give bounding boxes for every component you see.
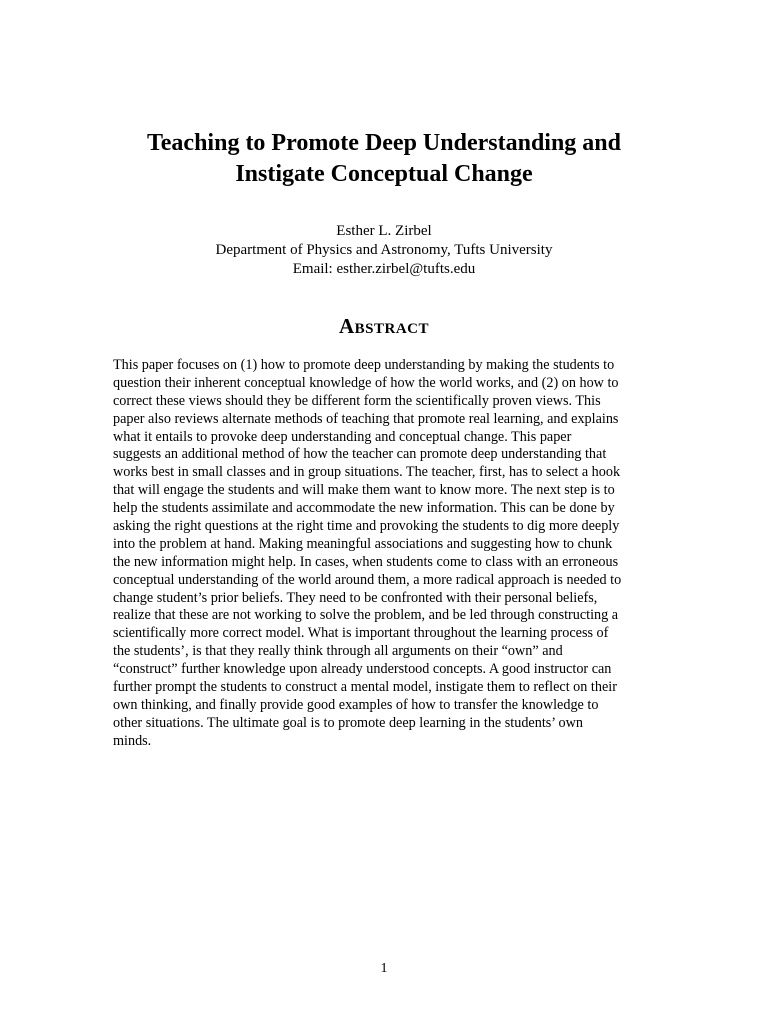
email-label: Email: bbox=[292, 261, 333, 277]
abstract-line: the new information might help. In cases, when students come to class with an erroneous bbox=[113, 553, 619, 570]
title-line: Teaching to Promote Deep Understanding and bbox=[146, 130, 622, 156]
abstract-line: question their inherent conceptual knowledge of how the world works, and (2) on how to bbox=[113, 374, 619, 391]
abstract-line: what it entails to provoke deep understanding and conceptual change. This paper bbox=[113, 428, 572, 445]
author-affiliation: Department of Physics and Astronomy, Tufts University bbox=[215, 242, 553, 258]
abstract-line: suggests an additional method of how the teacher can promote deep understanding that bbox=[113, 446, 607, 463]
abstract-line: conceptual understanding of the world around them, a more radical approach is needed to bbox=[113, 571, 622, 588]
abstract-line: the students’, is that they really think through all arguments on their “own” and bbox=[113, 643, 563, 660]
abstract-line: paper also reviews alternate methods of teaching that promote real learning, and explains bbox=[113, 410, 619, 427]
title-line: Instigate Conceptual Change bbox=[235, 161, 533, 187]
paper-title bbox=[0, 128, 768, 190]
abstract-line: “construct” further knowledge upon already understood concepts. A good instructor can bbox=[113, 661, 612, 678]
abstract-line: scientifically more correct model. What is important throughout the learning process of bbox=[113, 625, 609, 642]
abstract-heading: Abstract bbox=[338, 314, 430, 338]
abstract-line: other situations. The ultimate goal is to promote deep learning in the students’ own bbox=[113, 714, 583, 731]
abstract-line: correct these views should they be different form the scientifically proven views. This bbox=[113, 392, 601, 409]
abstract-line: works best in small classes and in group situations. The teacher, first, has to select a hook bbox=[113, 464, 621, 481]
author-block bbox=[0, 222, 768, 279]
abstract-line: This paper focuses on (1) how to promote deep understanding by making the students to bbox=[113, 357, 615, 373]
abstract-line: minds. bbox=[113, 732, 152, 749]
author-email: esther.zirbel@tufts.edu bbox=[336, 261, 476, 277]
abstract-line: further prompt the students to construct a mental model, instigate them to reflect on their bbox=[113, 679, 617, 696]
page-number: 1 bbox=[380, 961, 388, 976]
abstract-line: help the students assimilate and accommodate the new information. This can be done by bbox=[113, 500, 615, 517]
abstract-body bbox=[113, 357, 658, 751]
abstract-line: into the problem at hand. Making meaningful associations and suggesting how to chunk bbox=[113, 535, 613, 552]
author-name: Esther L. Zirbel bbox=[336, 223, 432, 239]
abstract-line: realize that these are not working to solve the problem, and be led through constructing a bbox=[113, 607, 619, 624]
abstract-line: own thinking, and finally provide good examples of how to transfer the knowledge to bbox=[113, 696, 599, 713]
abstract-line: change student’s prior beliefs. They need to be confronted with their personal beliefs, bbox=[113, 589, 598, 606]
author-email-line bbox=[0, 260, 768, 279]
abstract-line: asking the right questions at the right time and provoking the students to dig more deeply bbox=[113, 518, 620, 535]
abstract-line: that will engage the students and will make them want to know more. The next step is to bbox=[113, 482, 615, 499]
